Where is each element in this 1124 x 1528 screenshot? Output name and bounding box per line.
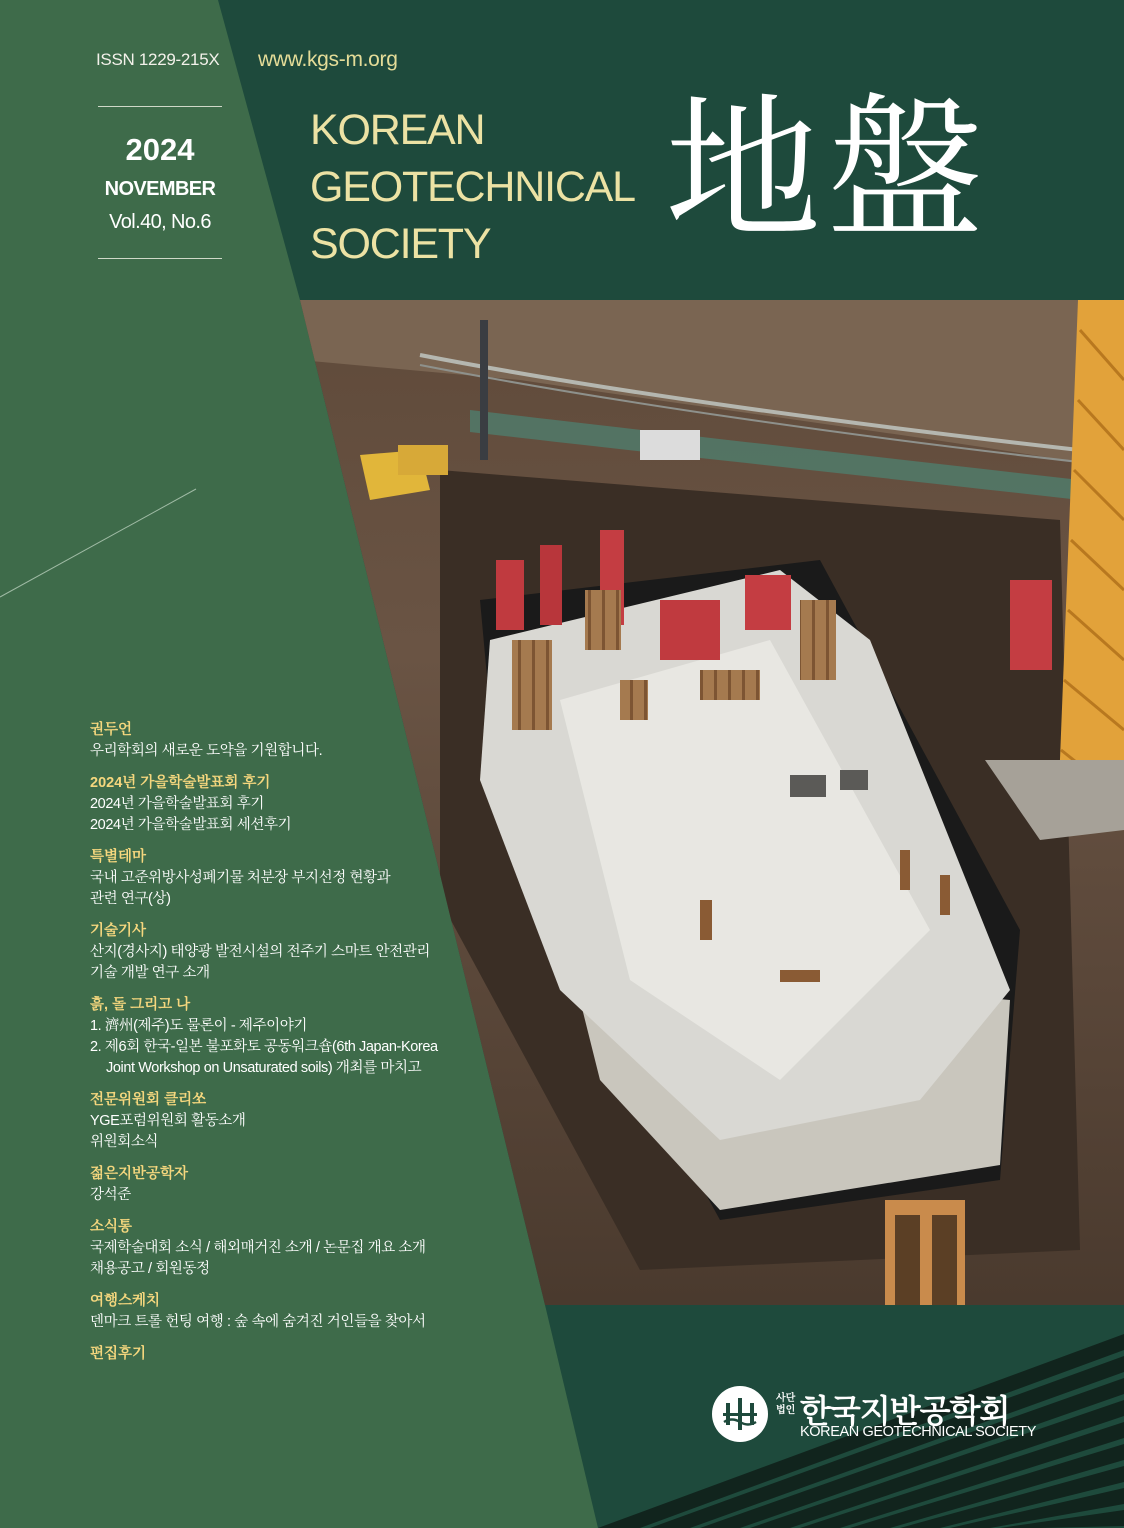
society-title-line-1: KOREAN	[310, 106, 485, 154]
badge-bottom: 법인	[776, 1405, 796, 1416]
badge-top: 사단	[776, 1393, 796, 1404]
issue-volume: Vol.40, No.6	[109, 211, 211, 233]
toc-heading: 2024년 가을학술발표회 후기	[90, 775, 271, 791]
toc-section	[90, 847, 530, 910]
issue-year: 2024	[125, 132, 195, 167]
toc-heading: 기술기사	[90, 923, 147, 939]
issue-month: NOVEMBER	[104, 178, 216, 200]
toc-heading: 특별테마	[90, 849, 147, 865]
toc-heading: 권두언	[90, 722, 133, 738]
toc-item: Joint Workshop on Unsaturated soils) 개최를 마치고	[106, 1060, 422, 1076]
society-title-line-2: GEOTECHNICAL	[310, 163, 635, 211]
toc-item: 국제학술대회 소식 / 해외매거진 소개 / 논문집 개요 소개	[90, 1240, 426, 1256]
toc-item: 2024년 가을학술발표회 후기	[90, 796, 264, 812]
society-title-line-3: SOCIETY	[310, 220, 491, 268]
toc-heading: 젊은지반공학자	[90, 1166, 189, 1182]
toc-item: 관련 연구(상)	[90, 891, 171, 907]
society-logo-icon	[712, 1386, 768, 1442]
issn-label: ISSN 1229-215X	[96, 50, 220, 69]
toc-section	[90, 773, 530, 836]
table-of-contents	[90, 720, 530, 1376]
toc-heading: 여행스케치	[90, 1293, 161, 1309]
toc-section	[90, 921, 530, 984]
toc-section	[90, 1090, 530, 1153]
toc-section	[90, 1217, 530, 1280]
corporate-badge	[776, 1393, 795, 1417]
hanja-title: 地盤	[665, 79, 989, 261]
toc-item: 국내 고준위방사성폐기물 처분장 부지선정 현황과	[90, 870, 391, 886]
toc-item: 산지(경사지) 태양광 발전시설의 전주기 스마트 안전관리	[90, 944, 430, 960]
toc-heading: 소식통	[90, 1219, 133, 1235]
toc-heading: 편집후기	[90, 1346, 147, 1362]
toc-heading: 흙, 돌 그리고 나	[90, 997, 191, 1013]
toc-item: 1. 濟州(제주)도 물론이 - 제주이야기	[90, 1018, 307, 1034]
society-korean-name: 한국지반공학회	[800, 1393, 1010, 1429]
toc-section	[90, 720, 530, 762]
toc-item: 2. 제6회 한국-일본 불포화토 공동워크숍(6th Japan-Korea	[90, 1039, 438, 1055]
toc-section	[90, 995, 530, 1079]
website-link[interactable]: www.kgs-m.org	[258, 48, 398, 71]
toc-item: 기술 개발 연구 소개	[90, 965, 210, 981]
toc-item: 위원회소식	[90, 1134, 159, 1150]
toc-heading: 전문위원회 클리쏘	[90, 1092, 207, 1108]
toc-item: 덴마크 트롤 헌팅 여행 : 숲 속에 숨겨진 거인들을 찾아서	[90, 1314, 426, 1330]
toc-item: YGE포럼위원회 활동소개	[90, 1113, 246, 1129]
toc-item: 2024년 가을학술발표회 세션후기	[90, 817, 292, 833]
toc-section	[90, 1164, 530, 1206]
toc-section	[90, 1344, 530, 1365]
toc-section	[90, 1291, 530, 1333]
divider-top	[98, 106, 222, 107]
divider-bottom	[98, 258, 222, 259]
toc-item: 강석준	[90, 1187, 131, 1203]
society-english-name: KOREAN GEOTECHNICAL SOCIETY	[800, 1424, 1037, 1440]
toc-item: 채용공고 / 회원동정	[90, 1261, 210, 1277]
toc-item: 우리학회의 새로운 도약을 기원합니다.	[90, 743, 323, 759]
